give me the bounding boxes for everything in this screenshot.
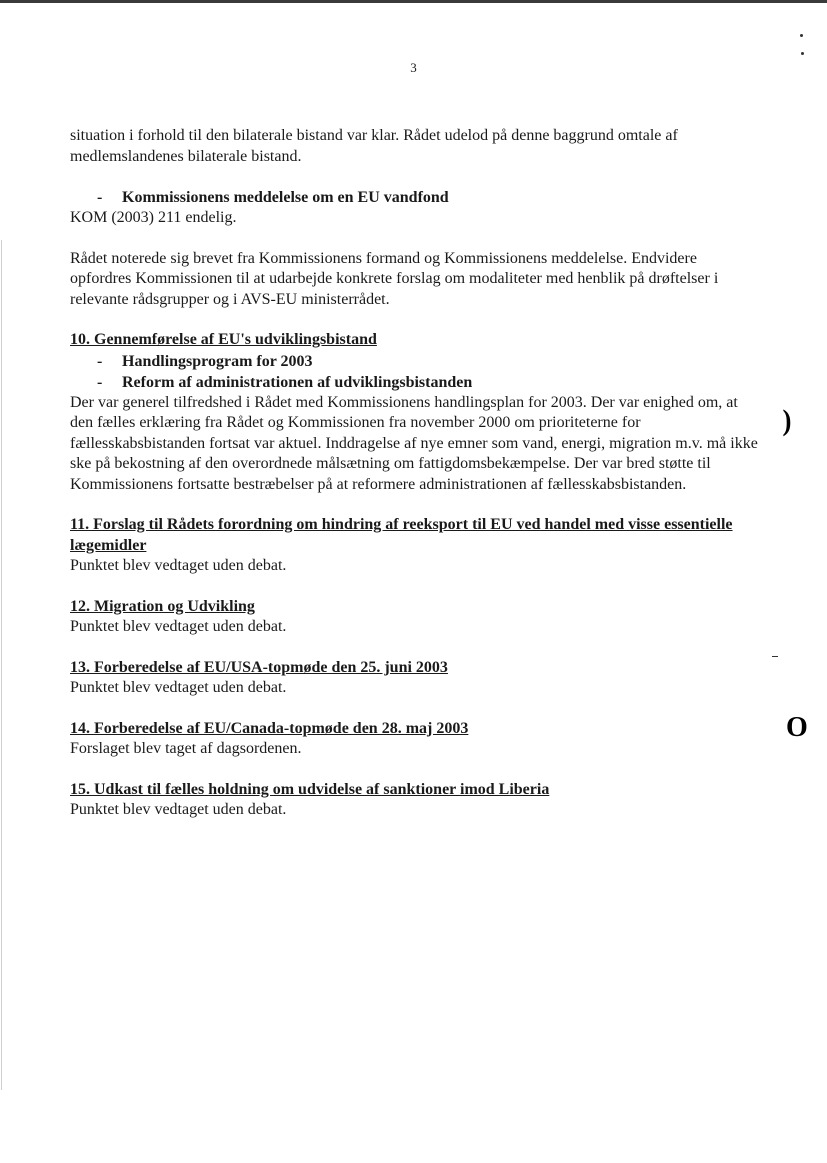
bullet-fund-label: Kommissionens meddelelse om en EU vandfond bbox=[122, 189, 449, 206]
bullet-program-label: Handlingsprogram for 2003 bbox=[122, 352, 313, 370]
fund-paragraph: Rådet noterede sig brevet fra Kommissionens formand og Kommissionens meddelelse. Endvidere opfordres Kommissionen til at udarbejde konkrete forslag om modaliteter med henblik på drøftelser i relevante rådsgrupper og i AVS-EU ministerrådet. bbox=[70, 249, 719, 308]
bullet-dash: - bbox=[97, 373, 103, 391]
section-15-text: Punktet blev vedtaget uden debat. bbox=[70, 801, 287, 818]
scan-speck bbox=[772, 656, 778, 657]
section-13-heading: 13. Forberedelse af EU/USA-topmøde den 25. juni 2003 bbox=[70, 658, 448, 676]
section-13-text: Punktet blev vedtaget uden debat. bbox=[70, 679, 287, 696]
document-body bbox=[70, 126, 760, 821]
bullet-reform-label: Reform af administrationen af udviklingsbistanden bbox=[122, 373, 473, 391]
scan-edge bbox=[1, 240, 2, 1090]
top-rule bbox=[0, 0, 827, 3]
section-14-text: Forslaget blev taget af dagsordenen. bbox=[70, 740, 302, 757]
section-12-heading: 12. Migration og Udvikling bbox=[70, 597, 255, 615]
section-12-text: Punktet blev vedtaget uden debat. bbox=[70, 618, 287, 635]
fund-reference: KOM (2003) 211 endelig. bbox=[70, 209, 237, 226]
intro-paragraph: situation i forhold til den bilaterale bistand var klar. Rådet udelod på denne baggrund omtale af medlemslandenes bilaterale bistand. bbox=[70, 127, 678, 165]
bullet-fund bbox=[70, 187, 760, 208]
section-11-heading: 11. Forslag til Rådets forordning om hindring af reeksport til EU ved handel med visse essentielle lægemidler bbox=[70, 516, 733, 554]
scan-speck bbox=[801, 52, 804, 55]
binder-hole-mark: ) bbox=[782, 404, 792, 437]
bullet-program bbox=[70, 351, 760, 372]
bullet-dash: - bbox=[97, 352, 103, 370]
section-15-heading: 15. Udkast til fælles holdning om udvidelse af sanktioner imod Liberia bbox=[70, 780, 550, 798]
scan-speck bbox=[800, 34, 803, 37]
bullet-reform bbox=[70, 372, 760, 393]
bullet-dash: - bbox=[97, 189, 103, 206]
binder-hole-mark: O bbox=[786, 712, 808, 743]
development-paragraph: Der var generel tilfredshed i Rådet med Kommissionens handlingsplan for 2003. Der var enighed om, at den fælles erklæring fra Rådet og Kommissionen fra november 2000 om prioriteterne for fællesskabsbistanden fortsat var aktuel. Inddragelse af nye emner som vand, energi, migration m.v. må ikke ske på bekostning af den overordnede målsætning om fattigdomsbekæmpelse. Der var bred støtte til Kommissionens fortsatte bestræbelser på at reformere administrationen af fællesskabsbistanden. bbox=[70, 393, 758, 493]
section-11-text: Punktet blev vedtaget uden debat. bbox=[70, 557, 287, 574]
section-10-heading: 10. Gennemførelse af EU's udviklingsbistand bbox=[70, 331, 377, 348]
section-14-heading: 14. Forberedelse af EU/Canada-topmøde den 28. maj 2003 bbox=[70, 719, 469, 737]
page-number: 3 bbox=[410, 60, 417, 75]
